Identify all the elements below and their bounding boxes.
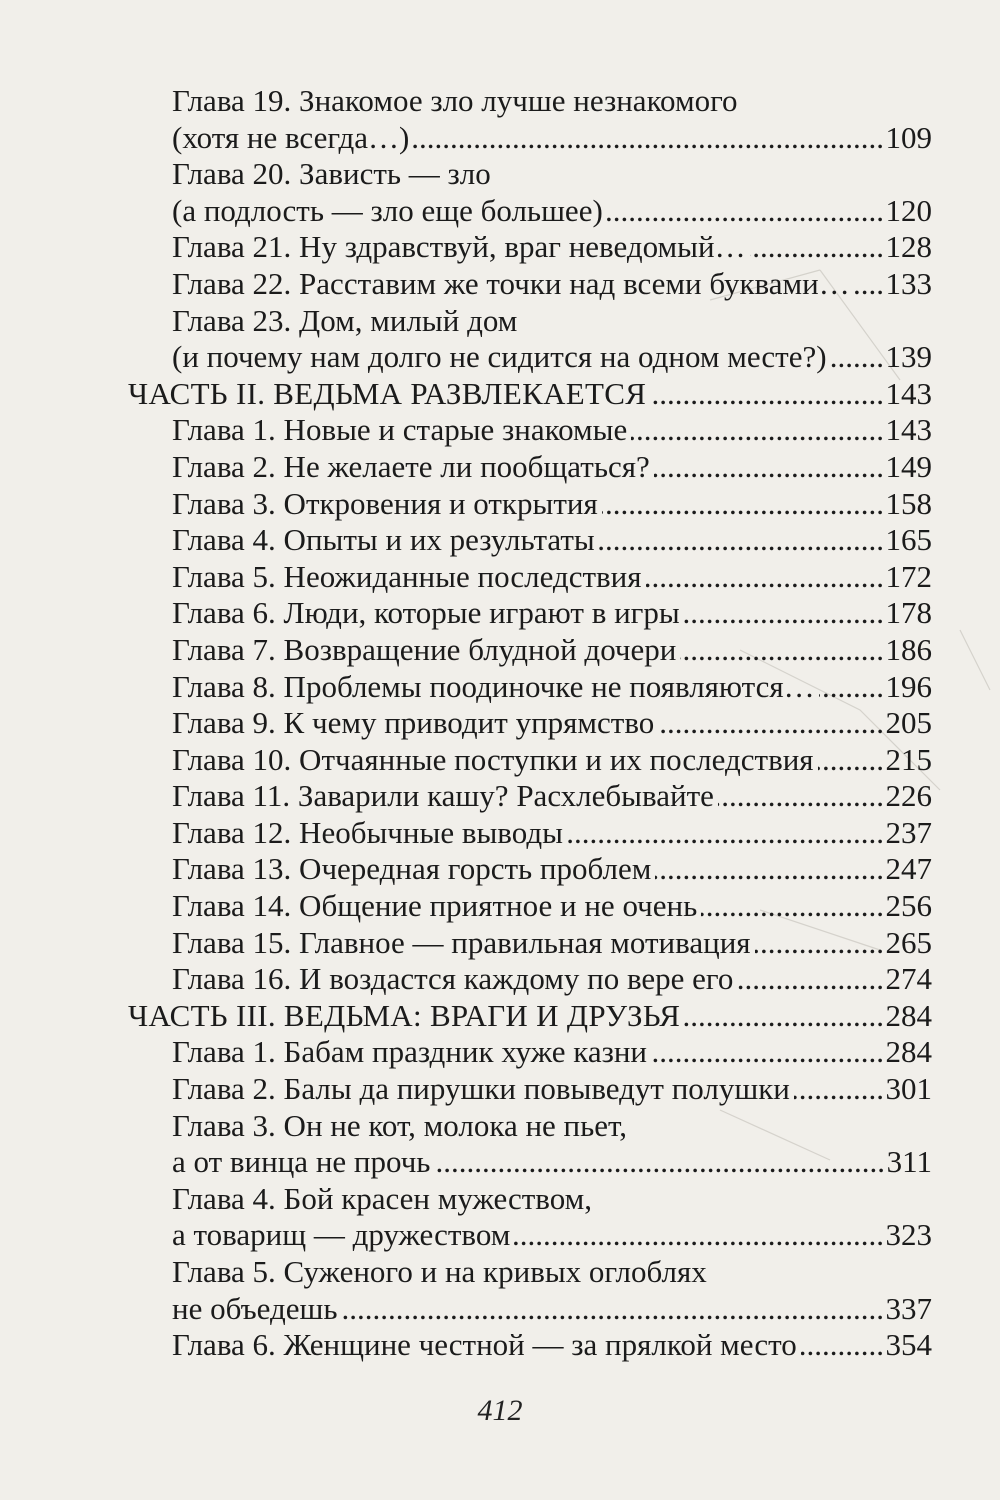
toc-entry-title: Глава 1. Бабам праздник хуже казни <box>172 1034 648 1070</box>
toc-page-number: 226 <box>885 778 932 814</box>
toc-entry-title: Глава 11. Заварили кашу? Расхлебывайте <box>172 778 714 814</box>
toc-entry-title: Глава 19. Знакомое зло лучше незнакомого <box>172 83 738 118</box>
toc-page-number: 337 <box>885 1290 932 1326</box>
toc-entry-title: (и почему нам долго не сидится на одном месте?) <box>172 339 827 375</box>
toc-page-number: 284 <box>885 1034 932 1070</box>
toc-page-number: 256 <box>885 888 932 924</box>
toc-chapter-entry <box>0 120 1000 157</box>
toc-page-number: 128 <box>885 229 932 265</box>
toc-entry-title: Глава 14. Общение приятное и не очень <box>172 888 698 924</box>
toc-page-number: 186 <box>885 631 932 667</box>
toc-entry-title: а товарищ — дружеством <box>172 1217 511 1253</box>
dot-leader <box>684 595 884 632</box>
toc-page-number: 215 <box>885 741 932 777</box>
toc-entry-title: Глава 22. Расставим же точки над всеми буквами… <box>172 265 850 301</box>
toc-page-number: 284 <box>885 997 932 1033</box>
toc-page-number: 109 <box>885 119 932 155</box>
dot-leader <box>413 120 884 157</box>
toc-chapter-entry <box>0 522 1000 559</box>
toc-entry-title: (хотя не всегда…) <box>172 119 410 155</box>
toc-chapter-entry <box>0 193 1000 230</box>
toc-page-number: 323 <box>885 1217 932 1253</box>
toc-entry-title: Глава 4. Опыты и их результаты <box>172 522 595 558</box>
page-number: 412 <box>477 1394 523 1427</box>
toc-page-number: 301 <box>885 1071 932 1107</box>
dot-leader <box>819 669 884 706</box>
toc-chapter-entry <box>0 1291 1000 1328</box>
toc-entry-title: Глава 6. Женщине честной — за прялкой место <box>172 1327 797 1363</box>
toc-chapter-entry <box>0 595 1000 632</box>
toc-entry-title: Глава 3. Он не кот, молока не пьет, <box>172 1107 628 1143</box>
dot-leader <box>567 815 884 852</box>
toc-part-entry <box>0 376 1000 413</box>
toc-part-entry <box>0 998 1000 1035</box>
toc-chapter-entry <box>0 1181 1000 1218</box>
dot-leader <box>514 1217 884 1254</box>
toc-page-number: 139 <box>885 339 932 375</box>
toc-entry-title: Глава 6. Люди, которые играют в игры <box>172 595 680 631</box>
toc-entry-title: Глава 16. И воздастся каждому по вере его <box>172 961 734 997</box>
toc-page-number: 172 <box>885 558 932 594</box>
toc-entry-title: Глава 2. Балы да пирушки повыведут полушки <box>172 1071 790 1107</box>
dot-leader <box>602 486 884 523</box>
toc-page-number: 265 <box>885 924 932 960</box>
toc-chapter-entry <box>0 1217 1000 1254</box>
dot-leader <box>755 925 884 962</box>
toc-entry-title: ЧАСТЬ II. ВЕДЬМА РАЗВЛЕКАЕТСЯ <box>128 375 647 411</box>
dot-leader <box>718 778 884 815</box>
toc-page-number: 274 <box>885 961 932 997</box>
toc-entry-title: Глава 20. Зависть — зло <box>172 156 491 192</box>
toc-entry-title: Глава 12. Необычные выводы <box>172 814 563 850</box>
toc-entry-title: Глава 7. Возвращение блудной дочери <box>172 631 677 667</box>
toc-chapter-entry <box>0 449 1000 486</box>
dot-leader <box>655 851 884 888</box>
toc-page-number: 158 <box>885 485 932 521</box>
dot-leader <box>599 522 884 559</box>
dot-leader <box>684 998 884 1035</box>
toc-chapter-entry <box>0 266 1000 303</box>
toc-entry-title: Глава 9. К чему приводит упрямство <box>172 705 655 741</box>
toc-chapter-entry <box>0 925 1000 962</box>
toc-chapter-entry <box>0 632 1000 669</box>
toc-chapter-entry <box>0 705 1000 742</box>
dot-leader <box>831 339 884 376</box>
toc-page-number: 133 <box>885 265 932 301</box>
toc-chapter-entry <box>0 339 1000 376</box>
toc-page-number: 143 <box>885 412 932 448</box>
toc-page-number: 247 <box>885 851 932 887</box>
toc-page-number: 237 <box>885 814 932 850</box>
dot-leader <box>750 229 884 266</box>
toc-chapter-entry <box>0 742 1000 779</box>
toc-page-number: 120 <box>885 192 932 228</box>
dot-leader <box>650 376 884 413</box>
dot-leader <box>654 449 884 486</box>
dot-leader <box>701 888 884 925</box>
toc-chapter-entry <box>0 559 1000 596</box>
dot-leader <box>854 266 884 303</box>
toc-chapter-entry <box>0 778 1000 815</box>
toc-entry-title: (а подлость — зло еще большее) <box>172 192 603 228</box>
toc-entry-title: Глава 5. Неожиданные последствия <box>172 558 642 594</box>
toc-page-number: 354 <box>885 1327 932 1363</box>
dot-leader <box>794 1071 884 1108</box>
dot-leader <box>607 193 884 230</box>
toc-chapter-entry <box>0 815 1000 852</box>
toc-chapter-entry <box>0 83 1000 120</box>
toc-chapter-entry <box>0 156 1000 193</box>
toc-entry-title: Глава 15. Главное — правильная мотивация <box>172 924 751 960</box>
dot-leader <box>646 559 884 596</box>
toc-entry-title: Глава 8. Проблемы поодиночке не появляются… <box>172 668 815 704</box>
dot-leader <box>658 705 884 742</box>
toc-chapter-entry <box>0 1144 1000 1181</box>
toc-chapter-entry <box>0 1327 1000 1364</box>
dot-leader <box>801 1327 884 1364</box>
toc-page-number: 205 <box>885 705 932 741</box>
toc-chapter-entry <box>0 229 1000 266</box>
toc-chapter-entry <box>0 412 1000 449</box>
toc-page-number: 311 <box>886 1144 932 1180</box>
toc-chapter-entry <box>0 961 1000 998</box>
dot-leader <box>651 1034 884 1071</box>
toc-entry-title: не объедешь <box>172 1290 338 1326</box>
toc-entry-title: Глава 4. Бой красен мужеством, <box>172 1180 593 1216</box>
toc-page-number: 196 <box>885 668 932 704</box>
toc-entry-title: а от винца не прочь <box>172 1144 431 1180</box>
toc-entry-title: Глава 5. Суженого и на кривых оглоблях <box>172 1254 707 1289</box>
toc-entry-title: Глава 1. Новые и старые знакомые <box>172 412 628 448</box>
dot-leader <box>818 742 884 779</box>
toc-chapter-entry <box>0 1034 1000 1071</box>
dot-leader <box>342 1291 884 1328</box>
toc-entry-title: Глава 10. Отчаянные поступки и их последствия <box>172 741 814 777</box>
toc-chapter-entry <box>0 486 1000 523</box>
table-of-contents <box>0 83 1000 1364</box>
toc-chapter-entry <box>0 1071 1000 1108</box>
toc-page-number: 178 <box>885 595 932 631</box>
toc-chapter-entry <box>0 669 1000 706</box>
toc-entry-title: Глава 21. Ну здравствуй, враг неведомый… <box>172 229 746 265</box>
toc-entry-title: Глава 2. Не желаете ли пообщаться? <box>172 448 650 484</box>
toc-page-number: 143 <box>885 375 932 411</box>
toc-entry-title: Глава 3. Откровения и открытия <box>172 485 598 521</box>
toc-chapter-entry <box>0 851 1000 888</box>
toc-page-number: 149 <box>885 448 932 484</box>
toc-chapter-entry <box>0 303 1000 340</box>
toc-entry-title: Глава 13. Очередная горсть проблем <box>172 851 652 887</box>
toc-entry-title: ЧАСТЬ III. ВЕДЬМА: ВРАГИ И ДРУЗЬЯ <box>128 997 681 1033</box>
toc-page-number: 165 <box>885 522 932 558</box>
toc-chapter-entry <box>0 1254 1000 1291</box>
dot-leader <box>680 632 884 669</box>
dot-leader <box>434 1144 885 1181</box>
toc-chapter-entry <box>0 1108 1000 1145</box>
toc-chapter-entry <box>0 888 1000 925</box>
dot-leader <box>631 412 884 449</box>
toc-entry-title: Глава 23. Дом, милый дом <box>172 302 518 338</box>
dot-leader <box>737 961 884 998</box>
